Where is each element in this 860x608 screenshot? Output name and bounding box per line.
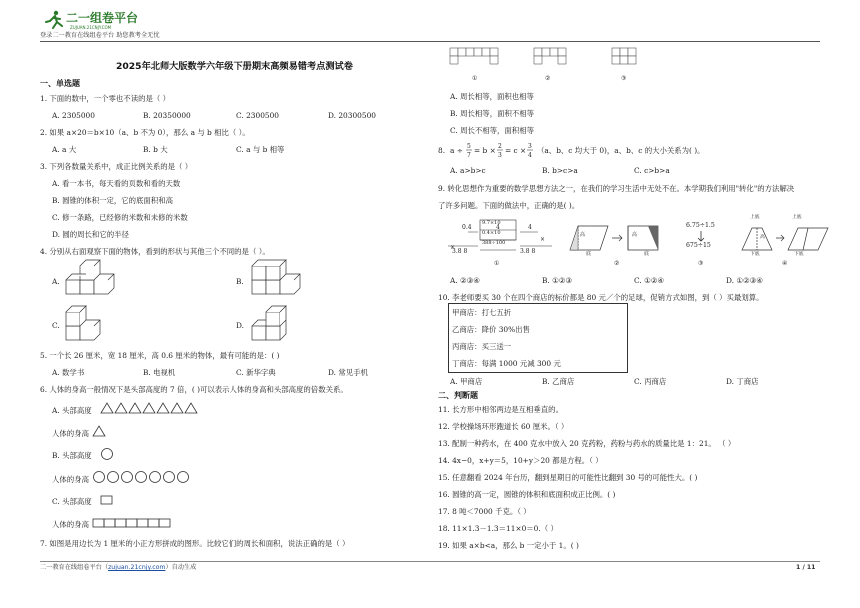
- question-stem: （a、b、c 均大于 0)，a、b、c 的大小关系为( )。: [537, 146, 705, 155]
- option-a[interactable]: A. 周长相等，面积也相等: [450, 92, 534, 101]
- height-label: 高: [580, 232, 586, 238]
- option-c[interactable]: C. a 与 b 相等: [236, 145, 285, 154]
- bottom-base-label: 下底: [750, 252, 760, 257]
- rectangles-figure: [92, 518, 176, 528]
- option-b[interactable]: B. 圆锥的体积一定，它的底面积和高: [52, 196, 173, 205]
- option-b[interactable]: B. b>c>a: [542, 166, 578, 175]
- page-title: 2025年北师大版数学六年级下册期末高频易错考点测试卷: [116, 61, 353, 72]
- option-b[interactable]: B. 头部高度: [52, 451, 92, 460]
- svg-text:×: ×: [450, 244, 456, 251]
- option-c[interactable]: C. 修一条路，已经修的米数和未修的米数: [52, 213, 188, 222]
- body-height-label: 人体的身高: [52, 520, 89, 529]
- option-a[interactable]: A. a 大: [52, 145, 77, 154]
- question-number: 8.: [438, 146, 446, 155]
- question-7-stem: 7. 如图是用边长为 1 厘米的小正方形拼成的图形。比较它们的周长和面积，说法正确的是（ ）: [40, 539, 350, 548]
- question-stem-continued: 了许多问题。下面的做法中，正确的是( )。: [438, 201, 580, 210]
- option-b[interactable]: B. 乙商店: [542, 377, 575, 386]
- promo-item: 丁商店：每满 1000 元减 300 元: [452, 359, 561, 368]
- calc-text: 388÷100: [482, 240, 506, 246]
- trapezoid-figure: [740, 220, 832, 254]
- option-b[interactable]: B. ①②③: [542, 276, 573, 285]
- option-d[interactable]: D. 常见手机: [328, 368, 368, 377]
- option-a[interactable]: A. ②③④: [450, 276, 480, 285]
- option-b[interactable]: B. 周长相等，面积不相等: [450, 109, 535, 118]
- footer-prefix: 二一教育在线组卷平台（: [40, 564, 109, 571]
- cube-figure-a: [64, 262, 114, 298]
- base-label: 底: [586, 251, 592, 257]
- judge-item: 17. 8 吨＜7000 千克。（ ）: [438, 507, 531, 516]
- option-c[interactable]: C. ①②④: [634, 276, 664, 285]
- division-figure: [448, 218, 554, 256]
- top-base-label: 上底: [750, 215, 760, 220]
- option-b[interactable]: B. 电视机: [143, 368, 176, 377]
- header-divider: [40, 41, 820, 42]
- option-c[interactable]: C. 丙商店: [634, 377, 667, 386]
- option-c[interactable]: C. 头部高度: [52, 497, 92, 506]
- judge-item: 12. 学校操场环形跑道长 60 厘米。（ ）: [438, 422, 569, 431]
- option-a[interactable]: A. 2305000: [52, 111, 95, 120]
- figure-label: ③: [698, 260, 704, 267]
- question-stem: 6. 人体的身高一般情况下是头部高度的 7 倍，( )可以表示人体的身高和头部高度的倍数关系。: [40, 385, 348, 394]
- footer-suffix: ）自动生成: [165, 564, 197, 571]
- body-height-label: 人体的身高: [52, 475, 89, 484]
- option-d[interactable]: D.: [236, 321, 245, 330]
- footer-link[interactable]: zujuan.21cnjy.com: [108, 564, 166, 571]
- option-b[interactable]: B.: [236, 277, 244, 286]
- svg-text:×: ×: [540, 236, 546, 243]
- option-a[interactable]: A. a>b>c: [450, 166, 486, 175]
- figure-label: ①: [494, 260, 500, 267]
- fraction-equation: [450, 141, 534, 161]
- svg-text:4: 4: [528, 152, 532, 159]
- promo-item: 乙商店：降价 30%出售: [452, 325, 530, 334]
- rectangle-figure: [100, 495, 114, 505]
- logo-icon: [44, 10, 64, 30]
- question-stem: 3. 下列各数量关系中，成正比例关系的是（ ）: [40, 162, 193, 171]
- promo-item: 丙商店：买三送一: [452, 342, 512, 351]
- figure-label: ①: [472, 75, 478, 82]
- header-tagline: 登录二一教育在线组卷平台 助您教考全无忧: [40, 32, 160, 39]
- calc-text: 675÷15: [686, 242, 711, 249]
- svg-text:a ÷: a ÷: [450, 146, 463, 155]
- option-a[interactable]: A. 数学书: [52, 368, 85, 377]
- logo-text: 二一组卷平台: [66, 11, 139, 25]
- svg-text:7: 7: [467, 152, 471, 159]
- question-stem: 5. 一个长 26 厘米，宽 18 厘米，高 0.6 厘米的物体，最有可能的是：( ): [40, 351, 280, 360]
- section-heading: 一、单选题: [40, 79, 80, 88]
- svg-text:0.4: 0.4: [462, 224, 472, 231]
- judge-item: 18. 11×1.3－1.3＝11×0＝0.（ ）: [438, 524, 558, 533]
- circles-figure: [92, 470, 192, 484]
- cube-figure-c: [64, 306, 114, 344]
- option-c[interactable]: C.: [52, 321, 60, 330]
- triangle-figure: [92, 425, 106, 437]
- svg-text:3: 3: [498, 152, 502, 159]
- option-a[interactable]: A.: [52, 277, 60, 286]
- option-d[interactable]: D. 20300500: [328, 111, 376, 120]
- svg-text:3.8 8: 3.8 8: [520, 248, 536, 255]
- option-c[interactable]: C. 新华字典: [236, 368, 276, 377]
- promo-item: 甲商店：打七五折: [452, 308, 512, 317]
- svg-text:5: 5: [467, 143, 471, 150]
- top-base-label: 上底: [792, 215, 802, 220]
- height-label: 高: [760, 235, 765, 240]
- judge-item: 11. 长方形中相邻两边是互相垂直的。: [438, 405, 563, 414]
- option-a[interactable]: A. 头部高度: [52, 406, 92, 415]
- option-b[interactable]: B. 20350000: [143, 111, 191, 120]
- calc-text: 6.75÷1.5: [686, 222, 715, 229]
- grid-shapes-figure: [448, 46, 648, 72]
- judge-item: 13. 配制一种药水，在 400 克水中放入 20 克药粉，药粉与药水的质量比是 1：21。 （ ）: [438, 439, 736, 448]
- question-stem: 4. 分别从右面观察下面的物体，看到的形状与其他三个不同的是（ ）。: [40, 247, 270, 256]
- bottom-base-label: 下底: [794, 252, 804, 257]
- question-stem: 10. 李老师要买 30 个在四个商店的标价都是 80 元／个的足球，促销方式如图，到（ ）买最划算。: [438, 293, 764, 302]
- section-heading: 二、判断题: [438, 391, 478, 400]
- option-c[interactable]: C. 周长不相等，面积相等: [450, 126, 534, 135]
- option-b[interactable]: B. b 大: [143, 145, 168, 154]
- figure-label: ③: [621, 75, 627, 82]
- option-a[interactable]: A. 甲商店: [450, 377, 483, 386]
- footer-source: [40, 565, 196, 571]
- option-c[interactable]: C. 2300500: [236, 111, 280, 120]
- triangles-figure: [100, 402, 204, 414]
- svg-text:= b ×: = b ×: [474, 146, 496, 155]
- cube-figure-d: [250, 306, 300, 344]
- svg-text:4: 4: [496, 224, 500, 231]
- question-stem: 9. 转化思想作为重要的数学思想方法之一，在我们的学习生活中无处不在。本学期我们利用"转化"的方法解决: [438, 184, 795, 193]
- figure-label: ④: [782, 260, 788, 267]
- svg-text:2: 2: [498, 143, 502, 150]
- calc-text: 9.7×10: [482, 220, 501, 226]
- svg-text:3: 3: [528, 143, 532, 150]
- option-d[interactable]: D. ①②③④: [726, 276, 763, 285]
- judge-item: 15. 任意翻看 2024 年台历，翻到星期日的可能性比翻到 30 号的可能性大。( ): [438, 473, 698, 482]
- svg-text:3.8 8: 3.8 8: [452, 248, 468, 255]
- judge-item: 19. 如果 a×b<a，那么 b 一定小于 1。( ): [438, 541, 579, 550]
- question-stem: 2. 如果 a×20＝b×10（a、b 不为 0），那么 a 与 b 相比（ ）。: [40, 128, 250, 137]
- svg-text:4: 4: [528, 224, 532, 231]
- page-number: 1 / 11: [796, 564, 816, 571]
- body-height-label: 人体的身高: [52, 429, 89, 438]
- calc-text: 0.4×10: [482, 230, 501, 236]
- judge-item: 14. 4x−0，x+y＝5，10+y＞20 都是方程。（ ）: [438, 456, 603, 465]
- option-d[interactable]: D. 圆的周长和它的半径: [52, 230, 129, 239]
- cube-figure-b: [250, 262, 306, 298]
- figure-label: ②: [545, 75, 551, 82]
- base-label: 底: [644, 251, 650, 257]
- judge-item: 16. 圆锥的高一定，圆锥的体积和底面积成正比例。( ): [438, 490, 616, 499]
- figure-label: ②: [614, 260, 620, 267]
- logo-subtext: ZUJUAN.21CNJY.COM: [70, 25, 112, 30]
- circle-figure: [100, 447, 114, 461]
- option-a[interactable]: A. 看一本书，每天看的页数和看的天数: [52, 179, 181, 188]
- question-stem: 1. 下面的数中，一个零也不读的是（ ）: [40, 94, 171, 103]
- option-c[interactable]: C. c>b>a: [634, 166, 670, 175]
- height-label: 高: [632, 232, 638, 238]
- footer-divider: [40, 561, 820, 562]
- svg-text:= c ×: = c ×: [505, 146, 527, 155]
- option-d[interactable]: D. 丁商店: [726, 377, 759, 386]
